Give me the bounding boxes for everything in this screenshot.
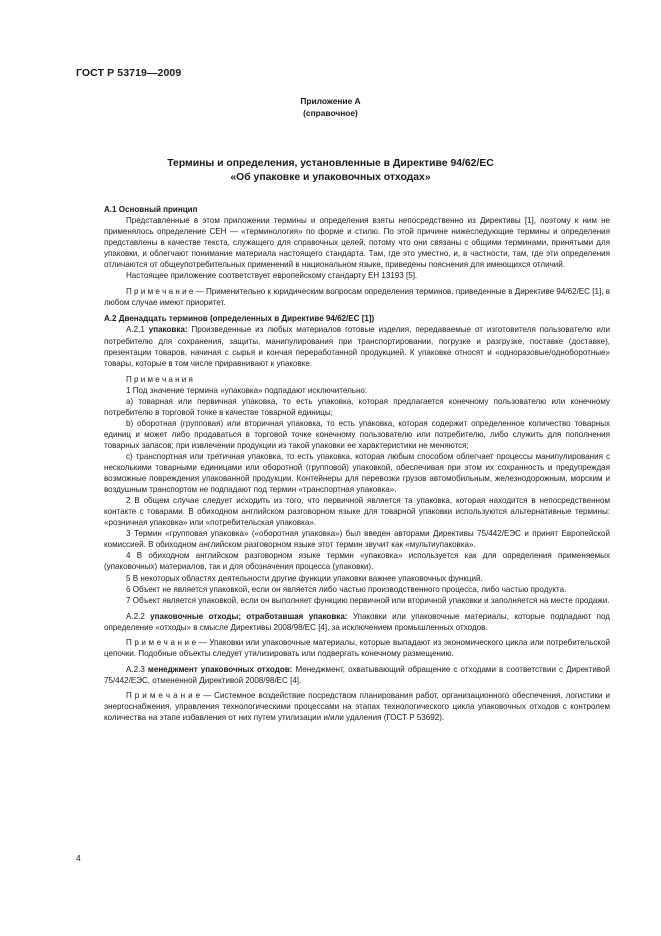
term-number: А.2.2: [126, 611, 151, 621]
term-definition: Упаковки или упаковочные материалы, которые подпадают под определение «отходы» в смысле Директивы 2008/98/ЕС [4], за исключением промышленных отходов.: [104, 611, 610, 632]
note-text: — Системное воздействие посредством планирования работ, организационного обеспечения, логистики и энергоснабжения, управления технологическими процессами на этапах технологического цикла упаковочных отходов с контролем количества на этапе избавления от них путем утилизации и/или удаления (ГОСТ Р 53692).: [104, 690, 610, 723]
a2-2-note: [104, 637, 610, 659]
note-5: 5 В некоторых областях деятельности другие функции упаковки важнее упаковочных функций.: [126, 573, 483, 583]
note-label: П р и м е ч а н и е: [126, 690, 201, 700]
a1-paragraph-1: Представленные в этом приложении термины и определения взяты непосредственно из Директивы [1], поэтому к ним не применялось определение СЕН — «терминология» по форме и стилю. По этой причине нижеследующие термины и определения представлены в качестве текста, служащего для справочных целей, потому что они связаны с общими терминами, принятыми для упаковки, и облегчают понимание материала настоящего стандарта. Там, где это уместно, и, в частности, там, где эти определения отличаются от общеупотребительных применений в национальном языке, приведены пояснения для имеющихся отличий.: [104, 216, 610, 270]
term-definition: Менеджмент, охватывающий обращение с отходами в соответствии с Директивой 75/442/ЕЭС, отмененной Директивой 2008/98/ЕС [4].: [104, 664, 611, 685]
a1-note: [104, 286, 610, 308]
appendix-type: (справочное): [303, 108, 358, 118]
a1-paragraph-2: Настоящее приложение соответствует европейскому стандарту ЕН 13193 [5].: [126, 271, 418, 281]
note-label: П р и м е ч а н и е: [126, 287, 194, 297]
term-a2-2: [104, 611, 610, 633]
note-text: — Упаковки или упаковочные материалы, которые выпадают из экономического цикла или потребительской цепочки. Подобные объекты следует утилизировать или подвергать конечному размещению.: [104, 637, 610, 658]
a2-3-note: [104, 690, 610, 723]
note-1c: с) транспортная или третичная упаковка, то есть упаковка, которая любым способом облегчает процессы манипулирования с несколькими товарными единицами или оборотной (групповой) упаковкой, обеспечивая при этом их сохранность и предупреждая возможные повреждения упакованной продукции. Контейнеры для перевозки грузов автомобильным, железнодорожным, морским и воздушным транспортом не подпадают под термин «транспортная упаковка».: [104, 451, 610, 495]
term-definition: Произведенные из любых материалов готовые изделия, передаваемые от изготовителя пользователю или потребителю для сохранения, защиты, манипулирования при транспортировании, погрузке и разгрузке, поставке (доставке), презентации товаров, начиная с сырья и кончая переработанной продукцией. К упаковке относят и «одноразовые/одноборотные» товары, которые в том числе приравнивают к упаковке.: [104, 325, 611, 368]
note-4: 4 В обиходном английском разговорном языке термин «упаковка» используется как для определения применяемых (упаковочных) материалов, так и для обозначения процесса (упаковки).: [104, 551, 610, 572]
heading-a2: А.2 Двенадцать терминов (определенных в Директиве 94/62/ЕС [1]): [104, 314, 375, 324]
note-3: 3 Термин «групповая упаковка» («оборотная упаковка») был введен авторами Директивы 75/442/ЕЭС и принят Европейской комиссией. В обиходном английском разговорном языке этот термин звучит как «мультиупаковка».: [104, 529, 610, 550]
note-text: — Применительно к юридическим вопросам определения терминов, приведенные в Директиве 94/62/ЕС [1], в любом случае имеют приоритет.: [104, 287, 610, 308]
note-1a: а) товарная или первичная упаковка, то есть упаковка, которая предлагается конечному пользователю или конечному потребителю в торговой точке в качестве товарной единицы;: [104, 396, 610, 417]
term-number: А.2.1: [126, 325, 149, 335]
section-title-line-2: «Об упаковке и упаковочных отходах»: [230, 172, 431, 183]
document-code: ГОСТ Р 53719—2009: [76, 67, 182, 79]
note-1: 1 Под значение термина «упаковка» подпадают исключительно:: [126, 385, 368, 395]
page-number: 4: [76, 853, 81, 863]
note-1b: b) оборотная (групповая) или вторичная упаковка, то есть упаковка, которая содержит определенное количество товарных единиц и может либо продаваться в торговой точке конечному пользователю или потребителю, либо служить для пополнения товарных запасов; при извлечении продукции из такой упаковки ее характеристики не меняются;: [104, 418, 610, 450]
appendix-label: Приложение А: [300, 96, 361, 106]
term-a2-1: [104, 324, 610, 368]
term-name: менеджмент упаковочных отходов:: [147, 664, 293, 674]
term-a2-3: [104, 664, 610, 686]
notes-label: П р и м е ч а н и я: [126, 374, 193, 384]
term-name: упаковочные отходы; отработавшая упаковка:: [150, 611, 348, 621]
note-6: 6 Объект не является упаковкой, если он является либо частью производственного процесса, либо частью продукта.: [126, 584, 567, 594]
document-body: [104, 204, 610, 723]
note-7: 7 Объект является упаковкой, если он выполняет функцию первичной или вторичной упаковки и заполняется на месте продажи.: [126, 595, 610, 605]
term-number: А.2.3: [126, 664, 148, 674]
note-2: 2 В общем случае следует исходить из того, что первичной является та упаковка, которая находится в непосредственном контакте с товарами. В обиходном английском разговорном языке для товарной упаковки используются альтернативные термины: «розничная упаковка» или «потребительская упаковка».: [104, 496, 610, 528]
section-title-line-1: Термины и определения, установленные в Директиве 94/62/ЕС: [167, 158, 494, 169]
note-label: П р и м е ч а н и е: [126, 637, 197, 647]
heading-a1: А.1 Основный принцип: [104, 205, 198, 214]
term-name: упаковка:: [148, 325, 188, 335]
